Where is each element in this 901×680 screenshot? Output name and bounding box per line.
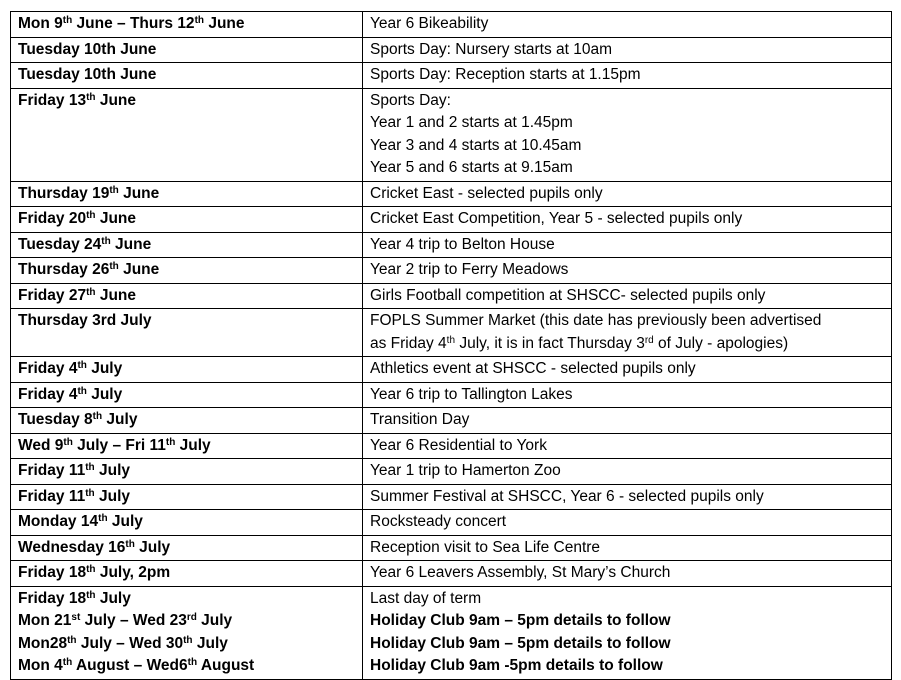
ordinal-suffix: th [187,657,198,668]
term-dates-body [11,12,892,680]
date-cell [11,357,363,383]
cell-line [18,310,362,333]
cell-text: Friday 20 [18,210,87,227]
cell-text: July – Wed 23 [80,612,187,629]
cell-text: Year 4 trip to Belton House [370,235,555,253]
date-cell [11,63,363,89]
cell-text: July, 2pm [95,564,171,581]
cell-text: Sports Day: [370,91,451,109]
cell-line [370,234,891,257]
table-row [11,207,892,233]
cell-line [18,285,362,308]
cell-text: Year 1 trip to Hamerton Zoo [370,462,561,479]
cell-text: July – Fri 11 [72,436,166,454]
cell-text: Reception visit to Sea Life Centre [370,538,601,556]
date-cell [11,283,363,309]
cell-text: Wed 9 [18,436,64,454]
cell-text: July [102,411,138,428]
ordinal-suffix: th [86,91,96,103]
date-cell [11,181,363,207]
cell-line [370,135,891,158]
cell-text: Athletics event at SHSCC - selected pupils only [370,360,696,377]
ordinal-suffix: th [165,436,176,448]
cell-text: August – Wed6 [72,657,188,674]
cell-line [18,90,362,113]
cell-line [370,562,891,585]
cell-text: as Friday 4 [370,334,447,352]
cell-text: July [94,487,130,505]
cell-line [370,13,891,36]
cell-text: of July - apologies) [653,334,789,352]
cell-line [370,310,891,333]
table-row [11,382,892,408]
cell-text: Year 6 trip to Tallington Lakes [370,385,573,403]
ordinal-suffix: th [77,385,87,397]
cell-text: Friday 18 [18,589,87,607]
cell-line [18,64,362,87]
ordinal-suffix: th [85,487,95,499]
cell-line [18,655,362,678]
ordinal-suffix: th [109,184,119,196]
cell-text: Rocksteady concert [370,513,507,530]
event-cell [363,207,892,233]
table-row [11,510,892,536]
event-cell [363,88,892,181]
cell-text: Wednesday 16 [18,538,126,556]
cell-line [18,39,362,62]
date-cell [11,535,363,561]
ordinal-suffix: th [77,360,87,371]
cell-text: Cricket East Competition, Year 5 - selected pupils only [370,210,743,227]
cell-line [18,259,362,282]
cell-text: Friday 11 [18,462,86,479]
cell-text: Year 6 Bikeability [370,15,489,32]
table-row [11,283,892,309]
cell-text: Friday 4 [18,360,78,377]
ordinal-suffix: th [446,334,456,346]
event-cell [363,535,892,561]
cell-text: Year 6 Residential to York [370,436,547,454]
cell-text: June [110,235,152,253]
ordinal-suffix: th [85,462,95,473]
date-cell [11,586,363,679]
table-row [11,88,892,181]
cell-text: July [196,612,233,629]
table-row [11,258,892,284]
cell-text: June [118,261,160,278]
cell-line [370,285,891,308]
event-cell [363,309,892,357]
cell-line [370,64,891,87]
ordinal-suffix: th [109,261,119,272]
cell-text: FOPLS Summer Market (this date has previously been advertised [370,312,822,329]
event-cell [363,408,892,434]
cell-line [370,409,891,432]
table-row [11,12,892,38]
cell-line [370,39,891,62]
cell-text: Tuesday 10th June [18,66,157,83]
event-cell [363,357,892,383]
date-cell [11,408,363,434]
cell-text: Friday 13 [18,91,87,109]
cell-text: Last day of term [370,589,482,607]
event-cell [363,382,892,408]
cell-text: Thursday 26 [18,261,110,278]
cell-text: Year 3 and 4 starts at 10.45am [370,136,582,154]
event-cell [363,433,892,459]
cell-text: July [175,436,211,454]
cell-text: Year 2 trip to Ferry Meadows [370,261,569,278]
cell-line [18,409,362,432]
table-row [11,181,892,207]
cell-line [18,588,362,611]
event-cell [363,258,892,284]
table-row [11,357,892,383]
ordinal-suffix: th [67,634,77,646]
cell-line [370,610,891,633]
cell-text: Holiday Club 9am – 5pm details to follow [370,634,671,652]
ordinal-suffix: rd [186,612,197,623]
event-cell [363,12,892,38]
cell-text: Friday 18 [18,564,87,581]
cell-text: July [86,385,123,403]
cell-text: Cricket East - selected pupils only [370,184,603,202]
table-row [11,535,892,561]
ordinal-suffix: th [98,513,108,524]
cell-text: Mon 21 [18,612,72,629]
cell-line [370,183,891,206]
cell-text: Girls Football competition at SHSCC- selected pupils only [370,286,766,304]
cell-text: Tuesday 8 [18,411,93,428]
cell-text: Friday 4 [18,385,78,403]
table-row [11,309,892,357]
table-row [11,408,892,434]
cell-line [18,562,362,585]
cell-text: Thursday 3rd July [18,312,152,329]
cell-line [370,208,891,231]
ordinal-suffix: th [86,286,96,298]
ordinal-suffix: th [62,15,73,26]
cell-line [370,384,891,407]
cell-line [18,234,362,257]
cell-line [18,183,362,206]
cell-line [18,537,362,560]
ordinal-suffix: th [183,634,193,646]
cell-text: Summer Festival at SHSCC, Year 6 - selected pupils only [370,487,764,505]
event-cell [363,459,892,485]
cell-line [370,333,891,356]
cell-line [370,588,891,611]
ordinal-suffix: rd [644,334,654,346]
cell-line [18,486,362,509]
cell-text: June – Thurs 12 [72,15,195,32]
cell-text: June [95,286,136,304]
ordinal-suffix: st [71,612,81,623]
cell-line [18,610,362,633]
event-cell [363,561,892,587]
cell-text: July [95,589,131,607]
date-cell [11,382,363,408]
event-cell [363,283,892,309]
cell-line [18,384,362,407]
date-cell [11,459,363,485]
cell-text: Sports Day: Reception starts at 1.15pm [370,66,641,83]
ordinal-suffix: th [101,235,111,247]
date-cell [11,484,363,510]
cell-text: Friday 11 [18,487,86,505]
ordinal-suffix: th [63,436,73,448]
event-cell [363,181,892,207]
ordinal-suffix: th [86,564,96,575]
cell-line [18,13,362,36]
date-cell [11,232,363,258]
table-row [11,232,892,258]
cell-text: June [204,15,245,32]
table-row [11,586,892,679]
cell-line [18,435,362,458]
table-row [11,459,892,485]
cell-text: July, it is in fact Thursday 3 [455,334,645,352]
cell-line [370,157,891,180]
date-cell [11,510,363,536]
event-cell [363,586,892,679]
cell-text: July [94,462,130,479]
ordinal-suffix: th [86,210,96,221]
date-cell [11,207,363,233]
table-row [11,37,892,63]
cell-line [18,511,362,534]
cell-text: Holiday Club 9am – 5pm details to follow [370,612,671,629]
cell-text: Mon 4 [18,657,63,674]
cell-text: July [107,513,143,530]
cell-text: June [95,91,136,109]
cell-text: July [192,634,228,652]
cell-line [18,460,362,483]
cell-text: Year 5 and 6 starts at 9.15am [370,159,573,176]
cell-text: Holiday Club 9am -5pm details to follow [370,657,663,674]
cell-text: Year 1 and 2 starts at 1.45pm [370,114,573,131]
ordinal-suffix: th [62,657,73,668]
ordinal-suffix: th [92,411,103,422]
cell-text: Thursday 19 [18,184,110,202]
cell-text: August [197,657,255,674]
cell-line [18,358,362,381]
event-cell [363,510,892,536]
date-cell [11,88,363,181]
cell-text: July [86,360,123,377]
cell-text: Tuesday 10th June [18,40,157,58]
cell-line [370,486,891,509]
ordinal-suffix: th [125,538,135,550]
cell-text: Tuesday 24 [18,235,102,253]
cell-text: Mon28 [18,634,68,652]
cell-line [370,655,891,678]
event-cell [363,37,892,63]
cell-text: Mon 9 [18,15,63,32]
cell-line [370,259,891,282]
cell-text: July [134,538,171,556]
date-cell [11,433,363,459]
cell-text: June [95,210,136,227]
term-dates-table [10,11,892,680]
cell-line [370,90,891,113]
cell-text: Year 6 Leavers Assembly, St Mary’s Church [370,564,671,581]
cell-line [370,633,891,656]
cell-line [370,112,891,135]
table-row [11,433,892,459]
date-cell [11,12,363,38]
date-cell [11,258,363,284]
table-row [11,63,892,89]
cell-line [370,460,891,483]
cell-text: Monday 14 [18,513,99,530]
date-cell [11,561,363,587]
cell-text: Sports Day: Nursery starts at 10am [370,40,613,58]
table-row [11,484,892,510]
cell-line [18,633,362,656]
cell-text: July – Wed 30 [76,634,184,652]
cell-line [370,435,891,458]
cell-line [18,208,362,231]
cell-text: Transition Day [370,411,470,428]
date-cell [11,309,363,357]
event-cell [363,63,892,89]
event-cell [363,232,892,258]
ordinal-suffix: th [86,589,96,601]
cell-text: June [118,184,160,202]
ordinal-suffix: th [194,15,205,26]
cell-line [370,537,891,560]
cell-line [370,511,891,534]
cell-line [370,358,891,381]
table-row [11,561,892,587]
event-cell [363,484,892,510]
cell-text: Friday 27 [18,286,87,304]
date-cell [11,37,363,63]
